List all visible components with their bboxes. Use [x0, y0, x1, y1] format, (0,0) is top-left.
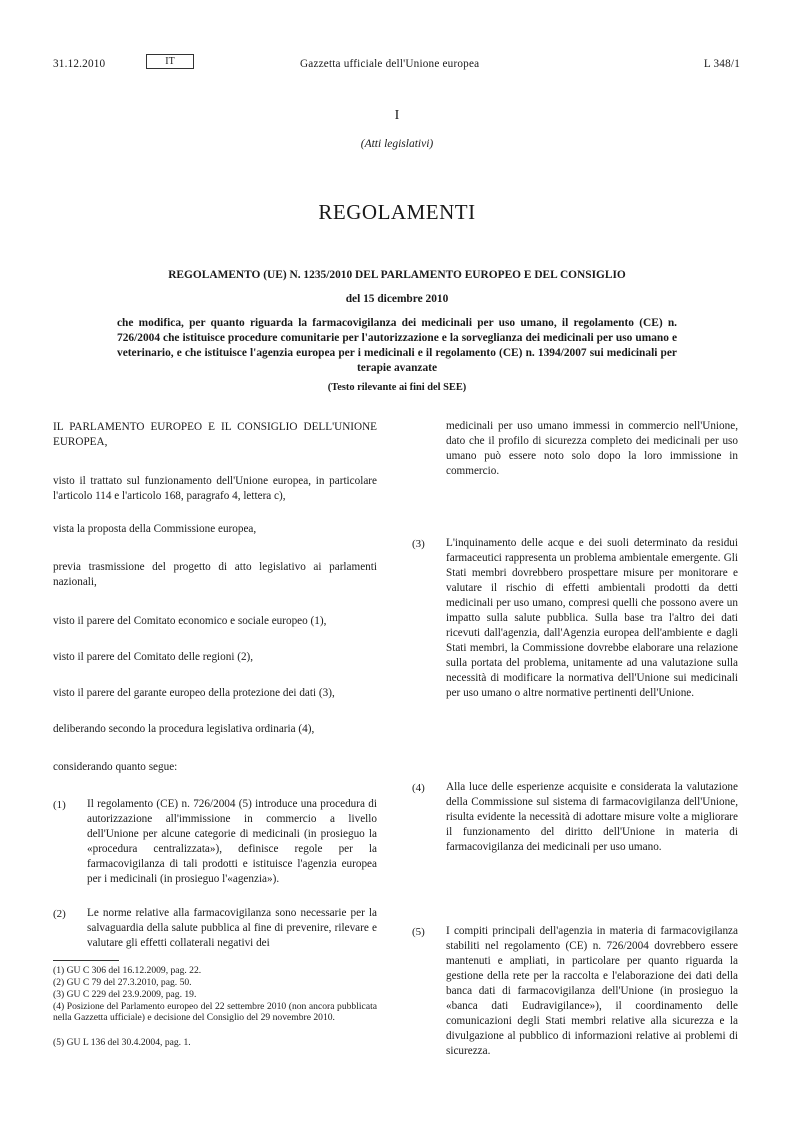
regulation-date: del 15 dicembre 2010 [345, 293, 449, 305]
recital-3-text: L'inquinamento delle acque e dei suoli determinato da residui farmaceutici rappresenta un problema ambientale emergente. Gli Stati membri dovrebbero prospettare misure per monitorare e valutare il rischio di effetti ambientali prodotti da detti medicinali per uso umano, compresi quelli che possono avere un impatto sulla salute pubblica. Sulla base tra l'altro dei dati ricevuti dall'agenzia, dall'Agenzia europea dell'ambiente e dagli Stati membri, la Commissione dovrebbe elaborare una relazione sulla portata del problema, unitamente ad una valutazione sulla necessità di modificare la normativa dell'Unione sui medicinali per uso umano o altre normative pertinenti dell'Unione. [446, 537, 738, 699]
header-date: 31.12.2010 [53, 58, 106, 70]
recital-1-number: (1) [53, 799, 66, 811]
section-title: REGOLAMENTI [318, 200, 476, 224]
footnote-3: (3) GU C 229 del 23.9.2009, pag. 19. [53, 989, 197, 1000]
recital-4-text: Alla luce delle esperienze acquisite e considerata la valutazione della Commissione sul sistema di farmacovigilanza dell'Unione, risulta evidente la necessità di adottare misure volte a migliorare il funzionamento del diritto dell'Unione in materia di farmacovigilanza dei medicinali per uso umano. [446, 781, 738, 853]
recital-5-number: (5) [412, 926, 425, 938]
page-reference: L 348/1 [703, 58, 740, 70]
preamble-intro: IL PARLAMENTO EUROPEO E IL CONSIGLIO DELL'UNIONE EUROPEA, [53, 421, 377, 448]
regulation-eea: (Testo rilevante ai fini del SEE) [327, 382, 467, 393]
recital-5-text: I compiti principali dell'agenzia in materia di farmacovigilanza stabiliti nel regolamento (CE) n. 726/2004 dovrebbero essere mantenuti e ampliati, in particolare per quanto riguarda la gestione della rete per la raccolta e l'elaborazione dei dati della banca dati di farmacovigilanza dell'Unione (in prosieguo la «banca dati Eudravigilance»), il coordinamento delle comunicazioni degli Stati membri relative alla sicurezza e la divulgazione al pubblico di informazioni relative ai problemi di sicurezza. [446, 925, 738, 1057]
recital-1-text: Il regolamento (CE) n. 726/2004 (5) introduce una procedura di autorizzazione all'immissione in commercio a livello dell'Unione per alcune categorie di medicinali (in prosieguo la «procedura centralizzata»), definisce regole per la farmacovigilanza di tali prodotti e istituisce l'agenzia europea per i medicinali (in prosieguo l'«agenzia»). [87, 798, 377, 885]
regulation-subject: che modifica, per quanto riguarda la farmacovigilanza dei medicinali per uso umano, il regolamento (CE) n. 726/2004 che istituisce procedure comunitarie per l'autorizzazione e la sorveglianza dei medicinali per uso umano e veterinario, e che istituisce l'agenzia europea per i medicinali e il regolamento (CE) n. 1394/2007 sui medicinali per terapie avanzate [117, 317, 677, 374]
recital-2-continuation: medicinali per uso umano immessi in commercio nell'Unione, dato che il profilo di sicurezza completo dei medicinali per uso umano può essere noto solo dopo la loro immissione in commercio. [446, 420, 738, 477]
citation-national-parliaments: previa trasmissione del progetto di atto legislativo ai parlamenti nazionali, [53, 561, 377, 588]
citation-procedure: deliberando secondo la procedura legislativa ordinaria (4), [53, 723, 315, 735]
recital-3-number: (3) [412, 538, 425, 550]
section-acts: (Atti legislativi) [360, 138, 434, 150]
citation-data-protection: visto il parere del garante europeo della protezione dei dati (3), [53, 687, 335, 699]
citation-regions: visto il parere del Comitato delle regioni (2), [53, 651, 254, 663]
footnote-1: (1) GU C 306 del 16.12.2009, pag. 22. [53, 965, 202, 976]
recital-4-number: (4) [412, 782, 425, 794]
section-roman: I [394, 108, 400, 123]
footnote-4: (4) Posizione del Parlamento europeo del 22 settembre 2010 (non ancora pubblicata nella Gazzetta ufficiale) e decisione del Consiglio del 29 novembre 2010. [53, 1001, 377, 1024]
footnote-separator [53, 960, 119, 961]
citation-treaty: visto il trattato sul funzionamento dell'Unione europea, in particolare l'articolo 114 e l'articolo 168, paragrafo 4, lettera c), [53, 475, 377, 502]
recital-2-text: Le norme relative alla farmacovigilanza sono necessarie per la salvaguardia della salute pubblica al fine di prevenire, rilevare e valutare gli effetti collaterali negativi dei [87, 907, 377, 949]
citation-proposal: vista la proposta della Commissione europea, [53, 523, 257, 535]
language-code: IT [146, 54, 194, 69]
footnote-2: (2) GU C 79 del 27.3.2010, pag. 50. [53, 977, 192, 988]
footnote-5: (5) GU L 136 del 30.4.2004, pag. 1. [53, 1037, 191, 1048]
recital-2-number: (2) [53, 908, 66, 920]
regulation-title: REGOLAMENTO (UE) N. 1235/2010 DEL PARLAMENTO EUROPEO E DEL CONSIGLIO [168, 269, 626, 281]
journal-title: Gazzetta ufficiale dell'Unione europea [300, 58, 480, 70]
citation-ecosoc: visto il parere del Comitato economico e sociale europeo (1), [53, 615, 327, 627]
considering-intro: considerando quanto segue: [53, 761, 178, 773]
